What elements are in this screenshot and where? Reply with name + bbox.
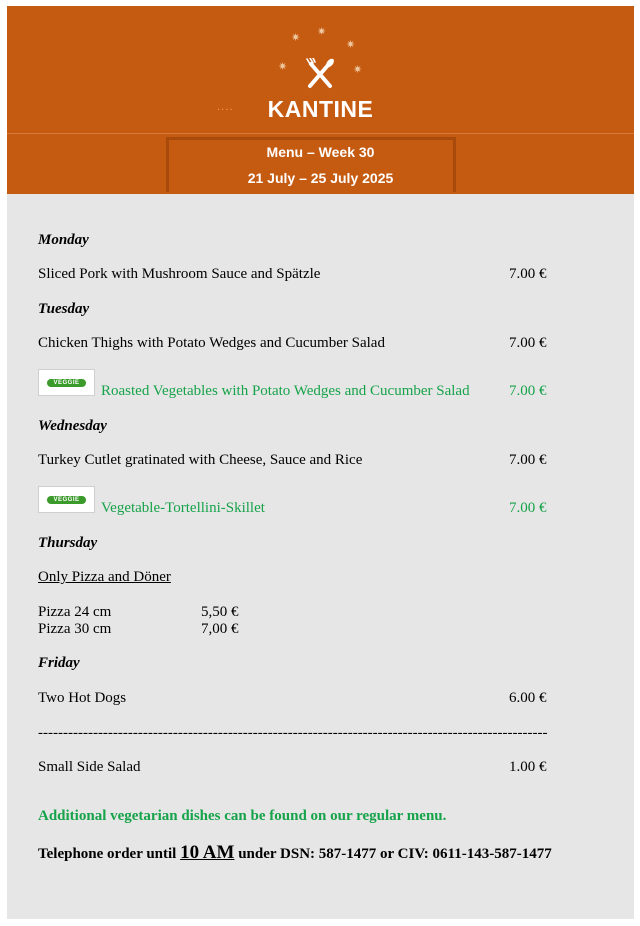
menu-item-dish: Turkey Cutlet gratinated with Cheese, Sauce and Rice — [38, 452, 363, 468]
header-banner — [7, 6, 634, 194]
star-icon: ✷ — [278, 60, 288, 73]
pizza-name: Pizza 24 cm — [38, 604, 112, 620]
star-icon: ✷ — [346, 38, 356, 51]
day-wednesday: Wednesday — [38, 418, 107, 434]
pizza-name: Pizza 30 cm — [38, 621, 112, 637]
order-deadline: 10 AM — [180, 842, 235, 863]
star-icon: ✷ — [317, 25, 327, 38]
veggie-badge-icon — [38, 486, 95, 513]
menu-item-dish: Sliced Pork with Mushroom Sauce and Spätzle — [38, 266, 321, 282]
pizza-price: 7,00 € — [201, 621, 239, 637]
day-monday: Monday — [38, 232, 89, 248]
thursday-subtitle: Only Pizza and Döner — [38, 569, 171, 585]
phone-numbers: under DSN: 587-1477 or CIV: 0611-143-587-1477 — [238, 846, 552, 862]
menu-item-price: 6.00 € — [509, 690, 547, 706]
menu-item-veg-price: 7.00 € — [509, 500, 547, 516]
menu-page — [7, 6, 634, 919]
decorative-dots: .... — [217, 102, 234, 113]
veggie-badge-label: VEGGIE — [47, 379, 85, 387]
brand-title: KANTINE — [267, 96, 374, 122]
fork-knife-icon — [305, 58, 335, 90]
menu-item-veg-dish: Roasted Vegetables with Potato Wedges and Cucumber Salad — [101, 383, 470, 399]
menu-item-price: 7.00 € — [509, 452, 547, 468]
day-tuesday: Tuesday — [38, 301, 90, 317]
veggie-badge-label: VEGGIE — [47, 496, 85, 504]
menu-item-veg-price: 7.00 € — [509, 383, 547, 399]
phone-order-info — [38, 842, 552, 864]
pizza-price: 5,50 € — [201, 604, 239, 620]
star-icon: ✷ — [353, 63, 363, 76]
date-range: 21 July – 25 July 2025 — [247, 170, 394, 186]
menu-item-price: 7.00 € — [509, 266, 547, 282]
side-price: 1.00 € — [509, 759, 547, 775]
day-friday: Friday — [38, 655, 80, 671]
menu-item-price: 7.00 € — [509, 335, 547, 351]
star-icon: ✷ — [291, 31, 301, 44]
vegetarian-note: Additional vegetarian dishes can be found on our regular menu. — [38, 808, 447, 824]
header-divider — [7, 133, 634, 134]
day-thursday: Thursday — [38, 535, 98, 551]
phone-prefix: Telephone order until — [38, 846, 177, 862]
veggie-badge-icon — [38, 369, 95, 396]
week-title: Menu – Week 30 — [266, 144, 375, 160]
menu-item-dish: Two Hot Dogs — [38, 690, 127, 706]
side-dish: Small Side Salad — [38, 759, 141, 775]
dashed-separator: ------------------------------------------------------------------------------------------------------ — [38, 725, 548, 741]
menu-item-veg-dish: Vegetable-Tortellini-Skillet — [101, 500, 265, 516]
menu-item-dish: Chicken Thighs with Potato Wedges and Cucumber Salad — [38, 335, 385, 351]
